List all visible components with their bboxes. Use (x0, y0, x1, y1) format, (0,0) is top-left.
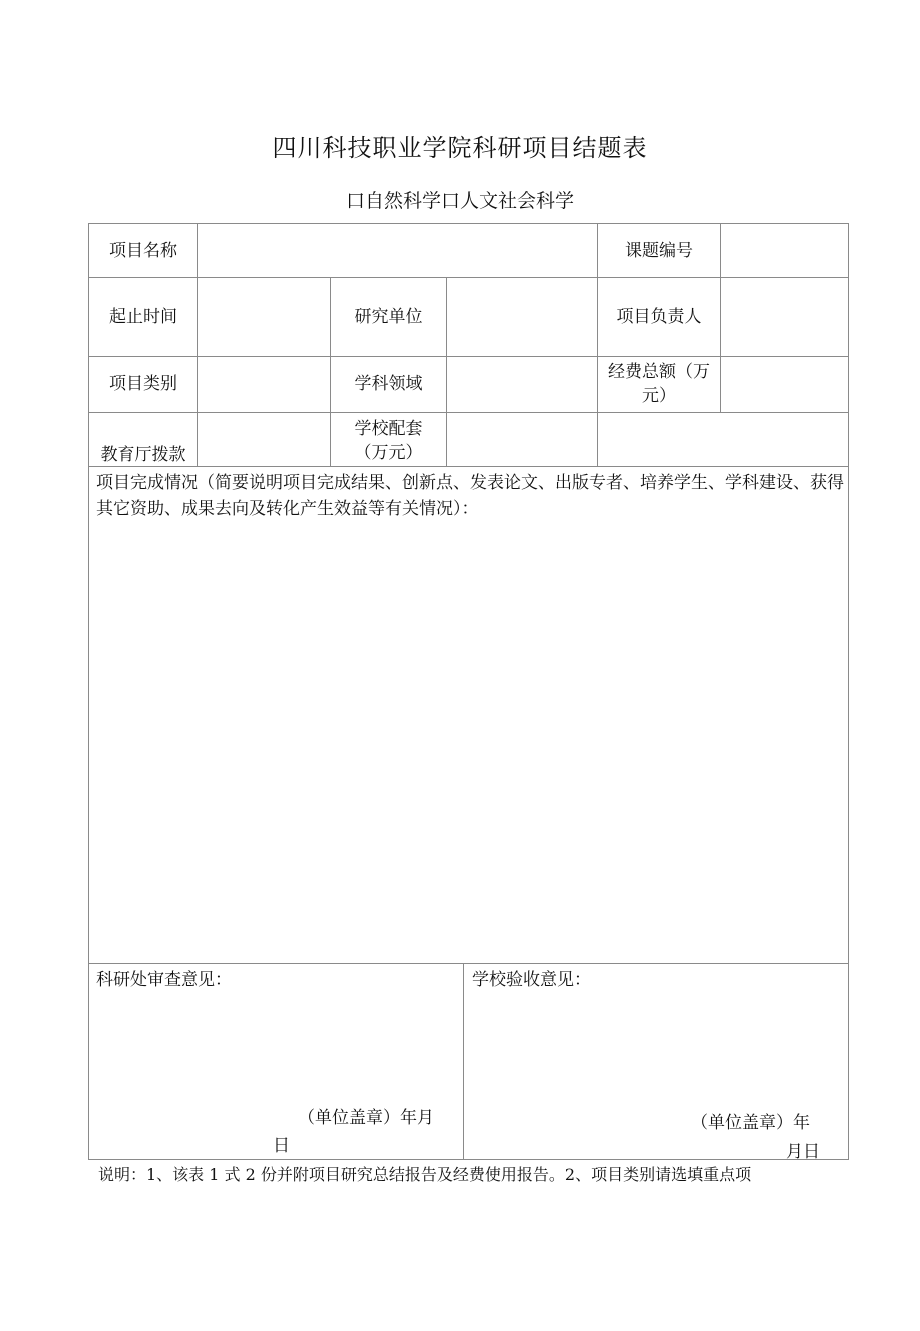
discipline-field-input[interactable] (447, 357, 597, 412)
total-funding-field[interactable] (721, 357, 848, 412)
project-type-field[interactable] (198, 357, 330, 412)
table-rule (88, 963, 849, 964)
document-title: 四川科技职业学院科研项目结题表 (272, 134, 648, 162)
research-unit-field[interactable] (447, 278, 597, 356)
school-matching-label-line2: （万元） (354, 443, 423, 463)
school-matching-field[interactable] (447, 413, 597, 466)
start-end-time-label: 起止时间 (109, 307, 177, 327)
category-checkbox-line: 口自然科学口人文社会科学 (345, 190, 574, 212)
topic-number-label: 课题编号 (625, 241, 693, 261)
project-name-label: 项目名称 (109, 241, 177, 261)
total-funding-label-line1: 经费总额（万 (608, 362, 710, 382)
start-end-time-field[interactable] (198, 278, 330, 356)
table-border-right (848, 223, 849, 1160)
table-border-bottom (88, 1159, 849, 1160)
seal-right-line2: 月日 (786, 1142, 820, 1159)
seal-left-line2: 日 (273, 1136, 290, 1156)
project-type-label: 项目类别 (109, 374, 177, 394)
project-name-field[interactable] (198, 224, 597, 277)
discipline-field-label: 学科领域 (354, 374, 423, 394)
education-dept-label: 教育厅拨款 (100, 445, 186, 465)
research-office-opinion-label: 科研处审查意见： (96, 970, 232, 990)
total-funding-label (598, 360, 720, 408)
school-matching-label (331, 417, 446, 465)
table-rule (463, 963, 464, 1159)
completion-field[interactable] (89, 526, 848, 962)
project-leader-field[interactable] (721, 278, 848, 356)
school-acceptance-opinion-label: 学校验收意见： (472, 970, 591, 990)
seal-left-line1: （单位盖章）年月 (298, 1108, 434, 1128)
education-dept-field[interactable] (198, 413, 330, 466)
topic-number-field[interactable] (721, 224, 848, 277)
funding-extra-field[interactable] (598, 413, 848, 466)
table-rule (88, 466, 849, 467)
seal-right-line1: （单位盖章）年 (691, 1113, 810, 1133)
school-matching-label-line1: 学校配套 (354, 419, 423, 439)
research-unit-label: 研究单位 (354, 307, 423, 327)
project-leader-label: 项目负责人 (616, 307, 702, 327)
footnote: 说明：1、该表 1 式 2 份并附项目研究总结报告及经费使用报告。2、项目类别请选填重点项 (98, 1165, 752, 1184)
total-funding-label-line2: 元） (642, 386, 676, 406)
completion-label: 项目完成情况（简要说明项目完成结果、创新点、发表论文、出版专者、培养学生、学科建设、获得其它资助、成果去向及转化产生效益等有关情况）： (96, 473, 844, 519)
